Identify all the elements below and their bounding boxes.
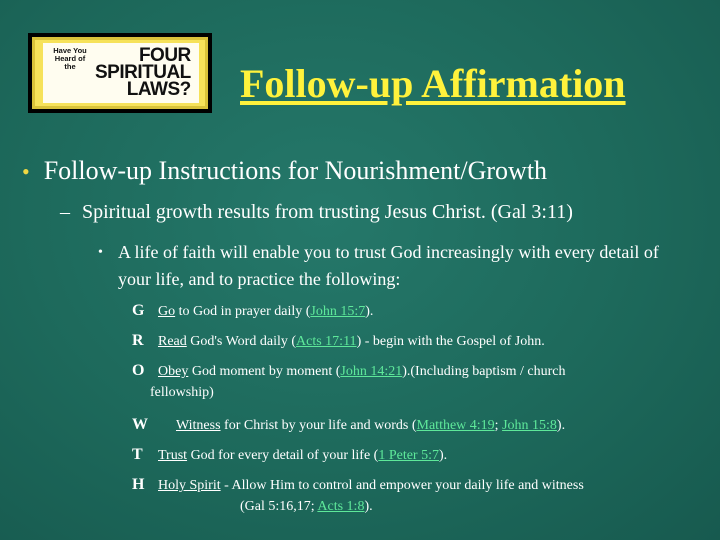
bullet-level-2: [60, 201, 573, 224]
grow-keyword: Obey: [158, 364, 189, 379]
grow-text-end: ).: [365, 304, 374, 319]
grow-letter: T: [132, 446, 143, 463]
four-laws-logo: [28, 33, 212, 113]
grow-row-h-continued: [240, 499, 373, 515]
logo-big-text: [95, 47, 191, 98]
bullet-level-1-text: Follow-up Instructions for Nourishment/Growth: [43, 156, 548, 185]
bullet-dash: –: [60, 201, 70, 223]
grow-text-sep: ;: [494, 418, 503, 433]
grow-keyword: Read: [158, 334, 187, 349]
grow-row-r: [132, 330, 545, 353]
grow-text-end: ) - begin with the Gospel of John.: [356, 334, 545, 349]
grow-row-o: [132, 360, 566, 383]
grow-text: God moment by moment (: [188, 364, 341, 379]
grow-text: God for every detail of your life (: [187, 448, 379, 463]
grow-keyword: Witness: [176, 418, 221, 433]
grow-keyword: Holy Spirit: [158, 478, 221, 493]
grow-row-w: [132, 414, 565, 437]
scripture-link[interactable]: John 15:8: [502, 418, 557, 433]
grow-keyword: Trust: [158, 448, 188, 463]
grow-row-t: [132, 444, 447, 467]
grow-text-end: ).: [364, 499, 373, 514]
grow-text: for Christ by your life and words (: [220, 418, 417, 433]
logo-paper: [43, 43, 199, 103]
bullet-level-3-text: A life of faith will enable you to trust God increasingly with every detail of your life, and to practice the following:: [118, 242, 659, 289]
scripture-link[interactable]: John 15:7: [310, 304, 366, 319]
logo-frame: [32, 37, 208, 109]
grow-row-g: [132, 300, 373, 323]
bullet-level-3: [98, 239, 668, 293]
scripture-link[interactable]: 1 Peter 5:7: [378, 448, 439, 463]
grow-letter: R: [132, 332, 144, 349]
bullet-dot-small: •: [98, 245, 103, 260]
bullet-level-2-text: Spiritual growth results from trusting Jesus Christ. (Gal 3:11): [82, 201, 573, 223]
logo-line-2: SPIRITUAL: [95, 62, 191, 83]
grow-text: God's Word daily (: [186, 334, 297, 349]
logo-line-1: FOUR: [138, 45, 191, 66]
logo-line-3: LAWS?: [126, 79, 191, 100]
scripture-link[interactable]: Acts 1:8: [317, 499, 365, 514]
slide-title: Follow-up Affirmation: [240, 61, 626, 106]
grow-keyword: Go: [158, 304, 176, 319]
scripture-link[interactable]: Matthew 4:19: [416, 418, 495, 433]
grow-letter: W: [132, 416, 148, 433]
logo-small-text: Have You Heard of the: [53, 46, 87, 71]
grow-text: - Allow Him to control and empower your daily life and witness: [220, 478, 584, 493]
grow-letter: O: [132, 362, 145, 379]
grow-text: to God in prayer daily (: [175, 304, 311, 319]
grow-letter: G: [132, 302, 145, 319]
grow-text: (Gal 5:16,17;: [240, 499, 318, 514]
grow-row-h: [132, 474, 584, 497]
bullet-level-1: [22, 156, 547, 186]
grow-text-end: ).: [438, 448, 448, 463]
grow-letter: H: [132, 476, 145, 493]
bullet-dot: •: [22, 159, 30, 184]
scripture-link[interactable]: John 14:21: [340, 364, 403, 379]
grow-text-end: ).(Including baptism / church: [402, 364, 566, 379]
scripture-link[interactable]: Acts 17:11: [296, 334, 357, 349]
grow-row-o-continued: fellowship): [150, 385, 214, 400]
grow-text-end: ).: [556, 418, 566, 433]
